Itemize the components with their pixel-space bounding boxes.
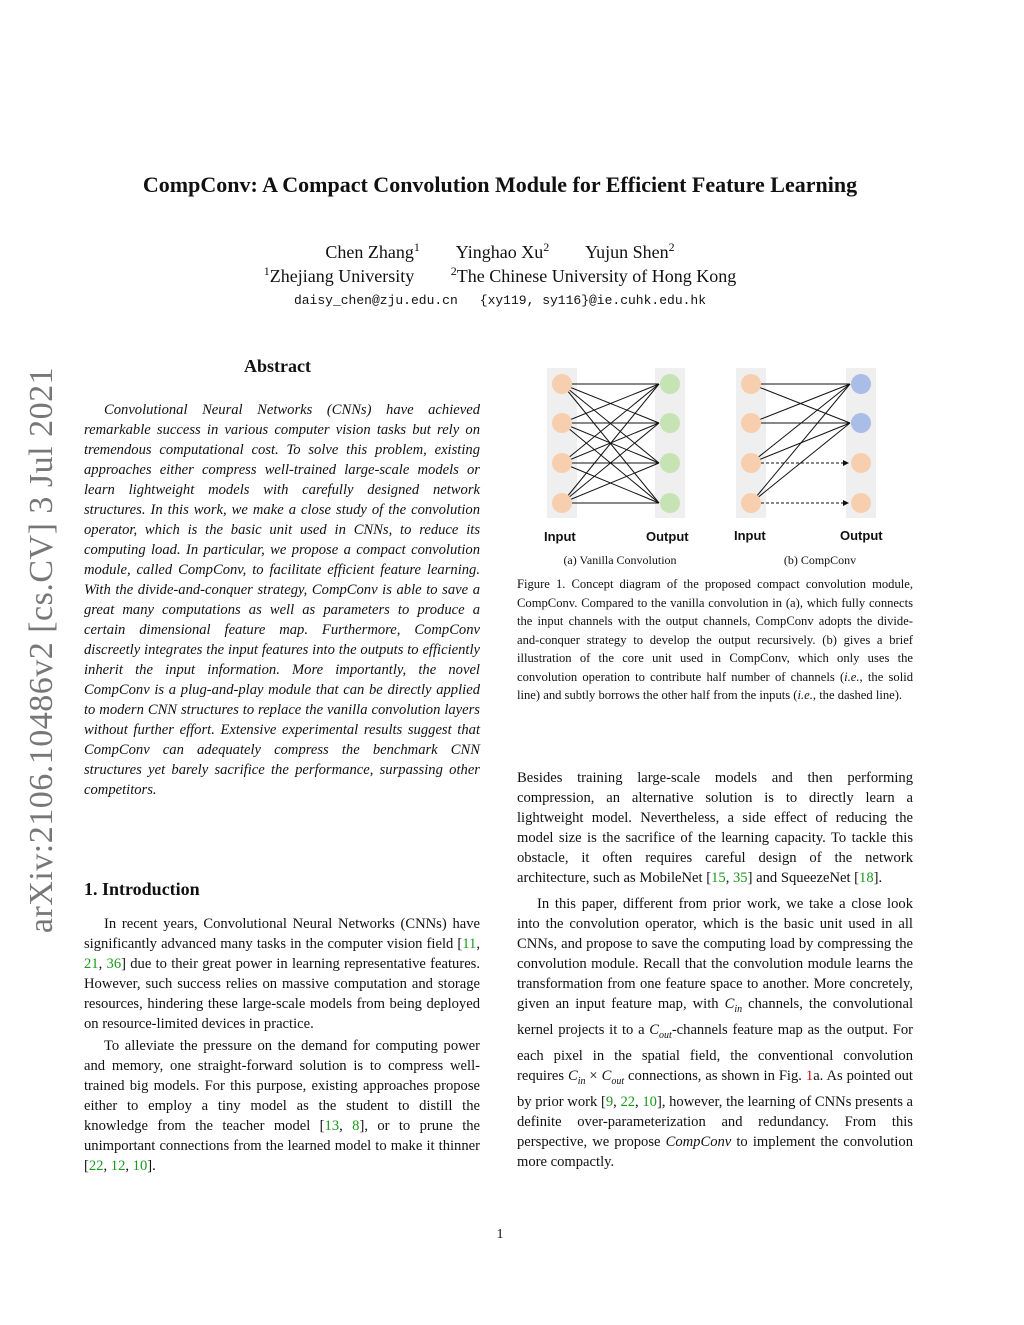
introduction-body bbox=[84, 914, 480, 1176]
citation-link[interactable]: 10 bbox=[132, 1158, 148, 1174]
subcaption-a: (a) Vanilla Convolution bbox=[563, 553, 677, 567]
citation-link[interactable]: 36 bbox=[106, 956, 122, 972]
citation-link[interactable]: 12 bbox=[110, 1158, 126, 1174]
concept-diagram-svg bbox=[530, 362, 910, 552]
citation-link[interactable]: 22 bbox=[88, 1158, 104, 1174]
author-sup: 2 bbox=[668, 240, 675, 254]
output-label-a: Output bbox=[646, 529, 689, 544]
affiliation-list bbox=[0, 264, 1000, 287]
page-number: 1 bbox=[496, 1227, 504, 1242]
email-list bbox=[0, 293, 1000, 308]
citation-link[interactable]: 11 bbox=[462, 936, 477, 952]
abstract-paragraph: Convolutional Neural Networks (CNNs) have achieved remarkable success in various computer vision tasks but rely on tremendous computational cost. To solve this problem, existing approaches either compress well-trained large-scale models or learn lightweight models with carefully designed network structures. In this work, we make a close study of the convolution operator, which is the basic unit used in CNNs, to reduce its computing load. In particular, we propose a compact convolution module, called CompConv, to facilitate efficient feature learning. With the divide-and-conquer strategy, CompConv is able to save a great many computations as well as parameters to produce a certain dimensional feature map. Furthermore, CompConv discreetly integrates the input features into the outputs to efficiently inherit the input information. More importantly, the novel CompConv is a plug-and-play module that can be directly applied to modern CNN structures to replace the vanilla convolution layers without further effort. Extensive experimental results suggest that CompConv can adequately compress the benchmark CNN structures yet barely sacrifice the performance, surpassing other competitors. bbox=[84, 402, 480, 798]
right-paragraph-2: In this paper, different from prior work, we take a close look into the convolution operator, which is the basic unit used in all CNNs, and propose to save the computing load by compressing the convolution module. Recall that the convolution module learns the transformation from one feature space to another. More concretely, given an input feature map, with $C_{in}$ channels, the convolutional kernel projects it to a $C_{out}$-channels feature map as the output. For each pixel in the spatial field, the conventional convolution requires $C_{in} \times C_{out}$ connections, as shown in Fig. 1a. As pointed out by prior work [9, 22, 10], however, the learning of CNNs presents a definite over-parameterization and redundancy. From this perspective, we propose CompConv to implement the convolution more compactly. bbox=[517, 896, 914, 1170]
citation-link[interactable]: 21 bbox=[84, 956, 99, 972]
citation-link[interactable]: 13 bbox=[324, 1118, 340, 1134]
citation-link[interactable]: 35 bbox=[733, 870, 748, 886]
author-name: Yujun Shen bbox=[585, 242, 669, 262]
intro-paragraph-1: In recent years, Convolutional Neural Networks (CNNs) have significantly advanced many tasks in the computer vision field [11, 21, 36] due to their great power in learning representative features. However, such success relies on massive computation and storage resources, hindering these large-scale models from being deployed on resource-limited devices in practice. bbox=[84, 916, 480, 1032]
figure-ref-link[interactable]: 1 bbox=[805, 1067, 814, 1084]
figure-1-diagram bbox=[530, 362, 910, 557]
input-label-b: Input bbox=[734, 528, 766, 543]
citation-link[interactable]: 9 bbox=[605, 1093, 614, 1110]
right-column-body bbox=[517, 768, 913, 1172]
paper-title: CompConv: A Compact Convolution Module for Efficient Feature Learning bbox=[142, 172, 858, 197]
author-name: Chen Zhang bbox=[325, 242, 414, 262]
output-label-b: Output bbox=[840, 528, 883, 543]
affiliation-name: Zhejiang University bbox=[269, 266, 415, 286]
email: daisy_chen@zju.edu.cn bbox=[293, 293, 458, 308]
citation-link[interactable]: 22 bbox=[620, 1093, 636, 1110]
affiliation-name: The Chinese University of Hong Kong bbox=[456, 266, 737, 286]
author-sup: 1 bbox=[413, 240, 420, 254]
citation-link[interactable]: 18 bbox=[859, 870, 874, 886]
author-sup: 2 bbox=[543, 240, 550, 254]
affiliation-sup: 1 bbox=[263, 264, 270, 278]
right-paragraph-1: Besides training large-scale models and then performing compression, an alternative solution is to directly learn a lightweight model. Nevertheless, a side effect of reducing the model size is the sacrifice of the learning capacity. To tackle this obstacle, it often requires careful design of the network architecture, such as MobileNet [15, 35] and SqueezeNet [18]. bbox=[517, 770, 913, 886]
input-label-a: Input bbox=[544, 529, 576, 544]
email: {xy119, sy116}@ie.cuhk.edu.hk bbox=[479, 293, 707, 308]
subcaption-b: (b) CompConv bbox=[783, 553, 857, 567]
arxiv-identifier: arXiv:2106.10486v2 [cs.CV] 3 Jul 2021 bbox=[23, 366, 60, 934]
author-list bbox=[0, 240, 1000, 263]
citation-link[interactable]: 8 bbox=[352, 1118, 360, 1134]
abstract-body bbox=[84, 400, 480, 800]
citation-link[interactable]: 15 bbox=[711, 870, 726, 886]
figure-1-caption: Figure 1. Concept diagram of the proposed compact convolution module, CompConv. Compared to the vanilla convolution in (a), which fully connects the input channels with the output channels, CompConv adopts the divide-and-conquer strategy to develop the output recursively. (b) gives a brief illustration of the core unit used in CompConv, which only uses the convolution operation to contribute half number of channels (i.e., the solid line) and subtly borrows the other half from the inputs (i.e., the dashed line). bbox=[517, 577, 913, 702]
intro-paragraph-2: To alleviate the pressure on the demand for computing power and memory, one straight-forward solution is to compress well-trained big models. For this purpose, existing approaches propose either to employ a tiny model as the student to distill the knowledge from the teacher model [13, 8], or to prune the unimportant connections from the learned model to make it thinner [22, 12, 10]. bbox=[84, 1038, 481, 1174]
citation-link[interactable]: 10 bbox=[642, 1093, 657, 1110]
affiliation-sup: 2 bbox=[450, 264, 457, 278]
introduction-heading: 1. Introduction bbox=[84, 879, 200, 899]
author-name: Yinghao Xu bbox=[455, 242, 544, 262]
abstract-heading: Abstract bbox=[244, 356, 311, 376]
